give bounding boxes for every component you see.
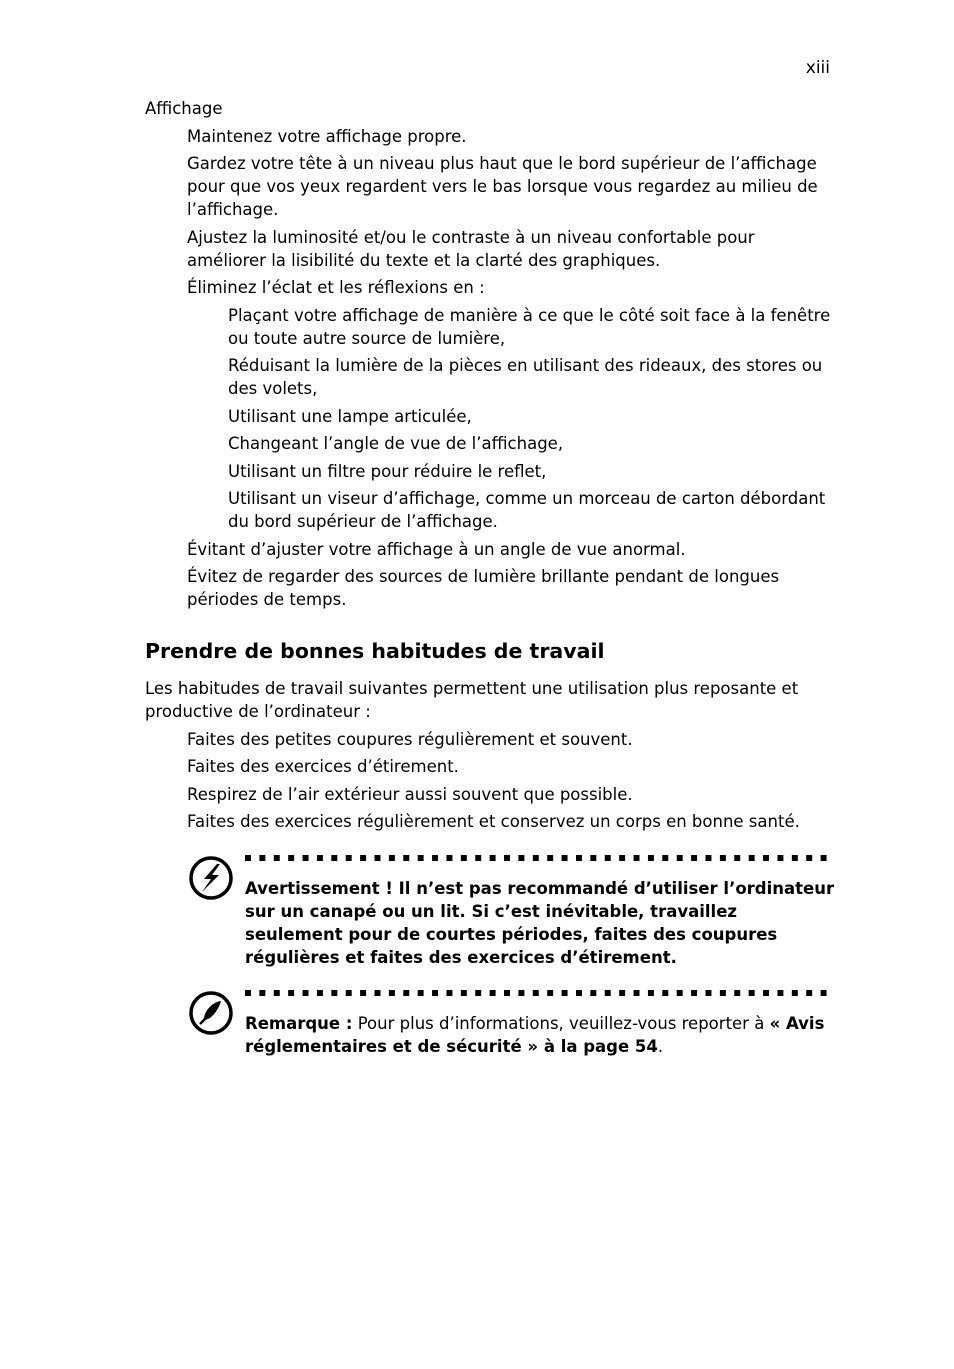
display-subitem: Utilisant un filtre pour réduire le reflet, xyxy=(228,461,547,481)
display-item: Éliminez l’éclat et les réflexions en : xyxy=(187,278,485,297)
warning-lightning-icon xyxy=(188,855,234,901)
note-notice xyxy=(185,990,835,1058)
note-text xyxy=(245,1012,835,1058)
display-item: Maintenez votre affichage propre. xyxy=(187,126,467,146)
display-item: Ajustez la luminosité et/ou le contraste à un niveau confortable pour améliorer la lisibilité du texte et la clarté des graphiques. xyxy=(187,227,755,270)
note-body: Pour plus d’informations, veuillez-vous reporter à xyxy=(352,1014,770,1033)
habits-item: Faites des exercices régulièrement et conservez un corps en bonne santé. xyxy=(187,812,800,831)
display-subitem: Changeant l’angle de vue de l’affichage, xyxy=(228,434,564,453)
note-pen-icon xyxy=(188,990,234,1036)
display-subitem: Utilisant un viseur d’affichage, comme un morceau de carton débordant du bord supérieur de l’affichage. xyxy=(228,489,826,531)
display-subitem: Plaçant votre affichage de manière à ce que le côté soit face à la fenêtre ou toute autre source de lumière, xyxy=(228,305,831,348)
warning-notice xyxy=(185,855,835,969)
display-subitem: Réduisant la lumière de la pièces en utilisant des rideaux, des stores ou des volets, xyxy=(228,356,823,398)
display-item: Évitant d’ajuster votre affichage à un angle de vue anormal. xyxy=(187,539,686,559)
note-link[interactable]: « Avis réglementaires et de sécurité » à la page 54 xyxy=(245,1014,825,1056)
note-label: Remarque : xyxy=(245,1014,353,1033)
page-content xyxy=(145,97,835,1058)
dotted-divider xyxy=(245,855,830,861)
section-title-display: Affichage xyxy=(145,99,223,118)
dotted-divider xyxy=(245,990,830,996)
habits-item: Respirez de l’air extérieur aussi souvent que possible. xyxy=(187,784,633,804)
warning-text: Avertissement ! Il n’est pas recommandé d’utiliser l’ordinateur sur un canapé ou un lit. Si c’est inévitable, travaillez seulement pour de courtes périodes, faites des coupures régulières et faites des exercices d’étirement. xyxy=(245,879,835,967)
display-item: Évitez de regarder des sources de lumière brillante pendant de longues périodes de temps. xyxy=(187,567,780,609)
display-item: Gardez votre tête à un niveau plus haut que le bord supérieur de l’affichage pour que vos yeux regardent vers le bas lorsque vous regardez au milieu de l’affichage. xyxy=(187,154,818,219)
habits-item: Faites des exercices d’étirement. xyxy=(187,757,459,776)
display-subitem: Utilisant une lampe articulée, xyxy=(228,406,472,426)
page-number: xiii xyxy=(805,58,830,78)
habits-intro: Les habitudes de travail suivantes permettent une utilisation plus reposante et productive de l’ordinateur : xyxy=(145,679,799,721)
section-heading-habits: Prendre de bonnes habitudes de travail xyxy=(145,639,605,663)
habits-item: Faites des petites coupures régulièrement et souvent. xyxy=(187,729,633,749)
note-end: . xyxy=(657,1037,664,1056)
